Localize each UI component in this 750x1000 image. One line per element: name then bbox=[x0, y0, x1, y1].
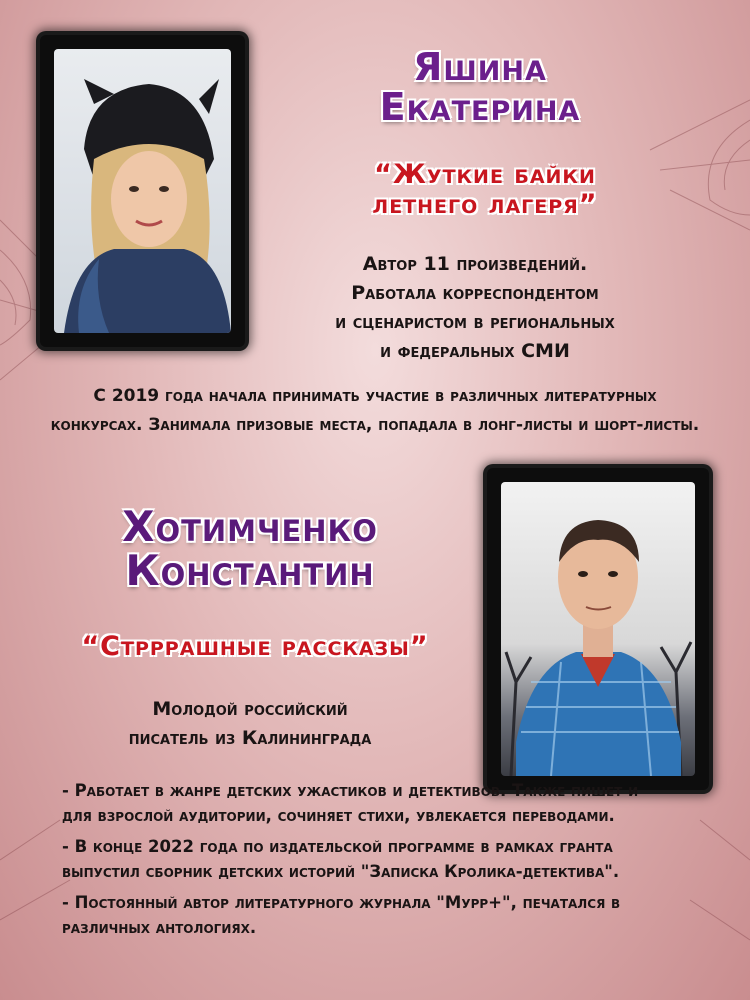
author2-bio-line: писатель из Калининграда bbox=[128, 727, 372, 749]
author2-name-line2: Константин bbox=[125, 546, 375, 596]
author2-photo bbox=[501, 482, 695, 776]
author2-bio-line: Молодой российский bbox=[152, 698, 348, 720]
author2-photo-frame bbox=[487, 468, 709, 790]
author1-bio-line: и сценаристом в региональных bbox=[335, 311, 615, 333]
author2-fact-line: - Работает в жанре детских ужастиков и детективов. Также пишет и bbox=[62, 781, 639, 800]
author1-contest-line: С 2019 года начала принимать участие в различных литературных bbox=[93, 386, 657, 406]
author2-fact bbox=[62, 890, 702, 940]
author1-contest-line: конкурсах. Занимала призовые места, попадала в лонг-листы и шорт-листы. bbox=[50, 415, 700, 435]
author2-fact bbox=[62, 778, 702, 828]
author2-book-title: “Стрррашные рассказы” bbox=[81, 631, 429, 662]
author2-bio bbox=[80, 695, 420, 753]
author1-bio bbox=[270, 250, 680, 366]
author2-name bbox=[50, 502, 450, 596]
author2-fact-line: - Постоянный автор литературного журнала "Мурр+", печатался в bbox=[62, 893, 621, 912]
author1-contests bbox=[10, 382, 740, 440]
author2-fact-line: - В конце 2022 года по издательской программе в рамках гранта bbox=[62, 837, 613, 856]
author1-bio-line: Работала корреспондентом bbox=[351, 282, 599, 304]
author1-book-line1: “Жуткие байки bbox=[374, 159, 596, 190]
author1-name-line2: Екатерина bbox=[379, 84, 581, 129]
author1-bio-line: Автор 11 произведений. bbox=[362, 253, 588, 275]
author1-book-line2: летнего лагеря” bbox=[372, 188, 598, 220]
author1-bio-line: и федеральных СМИ bbox=[380, 340, 570, 362]
author2-facts bbox=[62, 778, 702, 940]
author2-fact-line: выпустил сборник детских историй "Записка Кролика-детектива". bbox=[62, 862, 620, 881]
author1-name bbox=[330, 45, 630, 129]
author1-book-title bbox=[325, 160, 645, 219]
author2-name-line1: Хотимченко bbox=[122, 502, 378, 551]
author1-name-line1: Яшина bbox=[413, 45, 547, 89]
author2-fact-line: различных антологиях. bbox=[62, 918, 257, 937]
author2-fact bbox=[62, 834, 702, 884]
author1-photo bbox=[54, 49, 231, 333]
author1-photo-frame bbox=[40, 35, 245, 347]
author2-fact-line: для взрослой аудитории, сочиняет стихи, увлекается переводами. bbox=[62, 806, 615, 825]
